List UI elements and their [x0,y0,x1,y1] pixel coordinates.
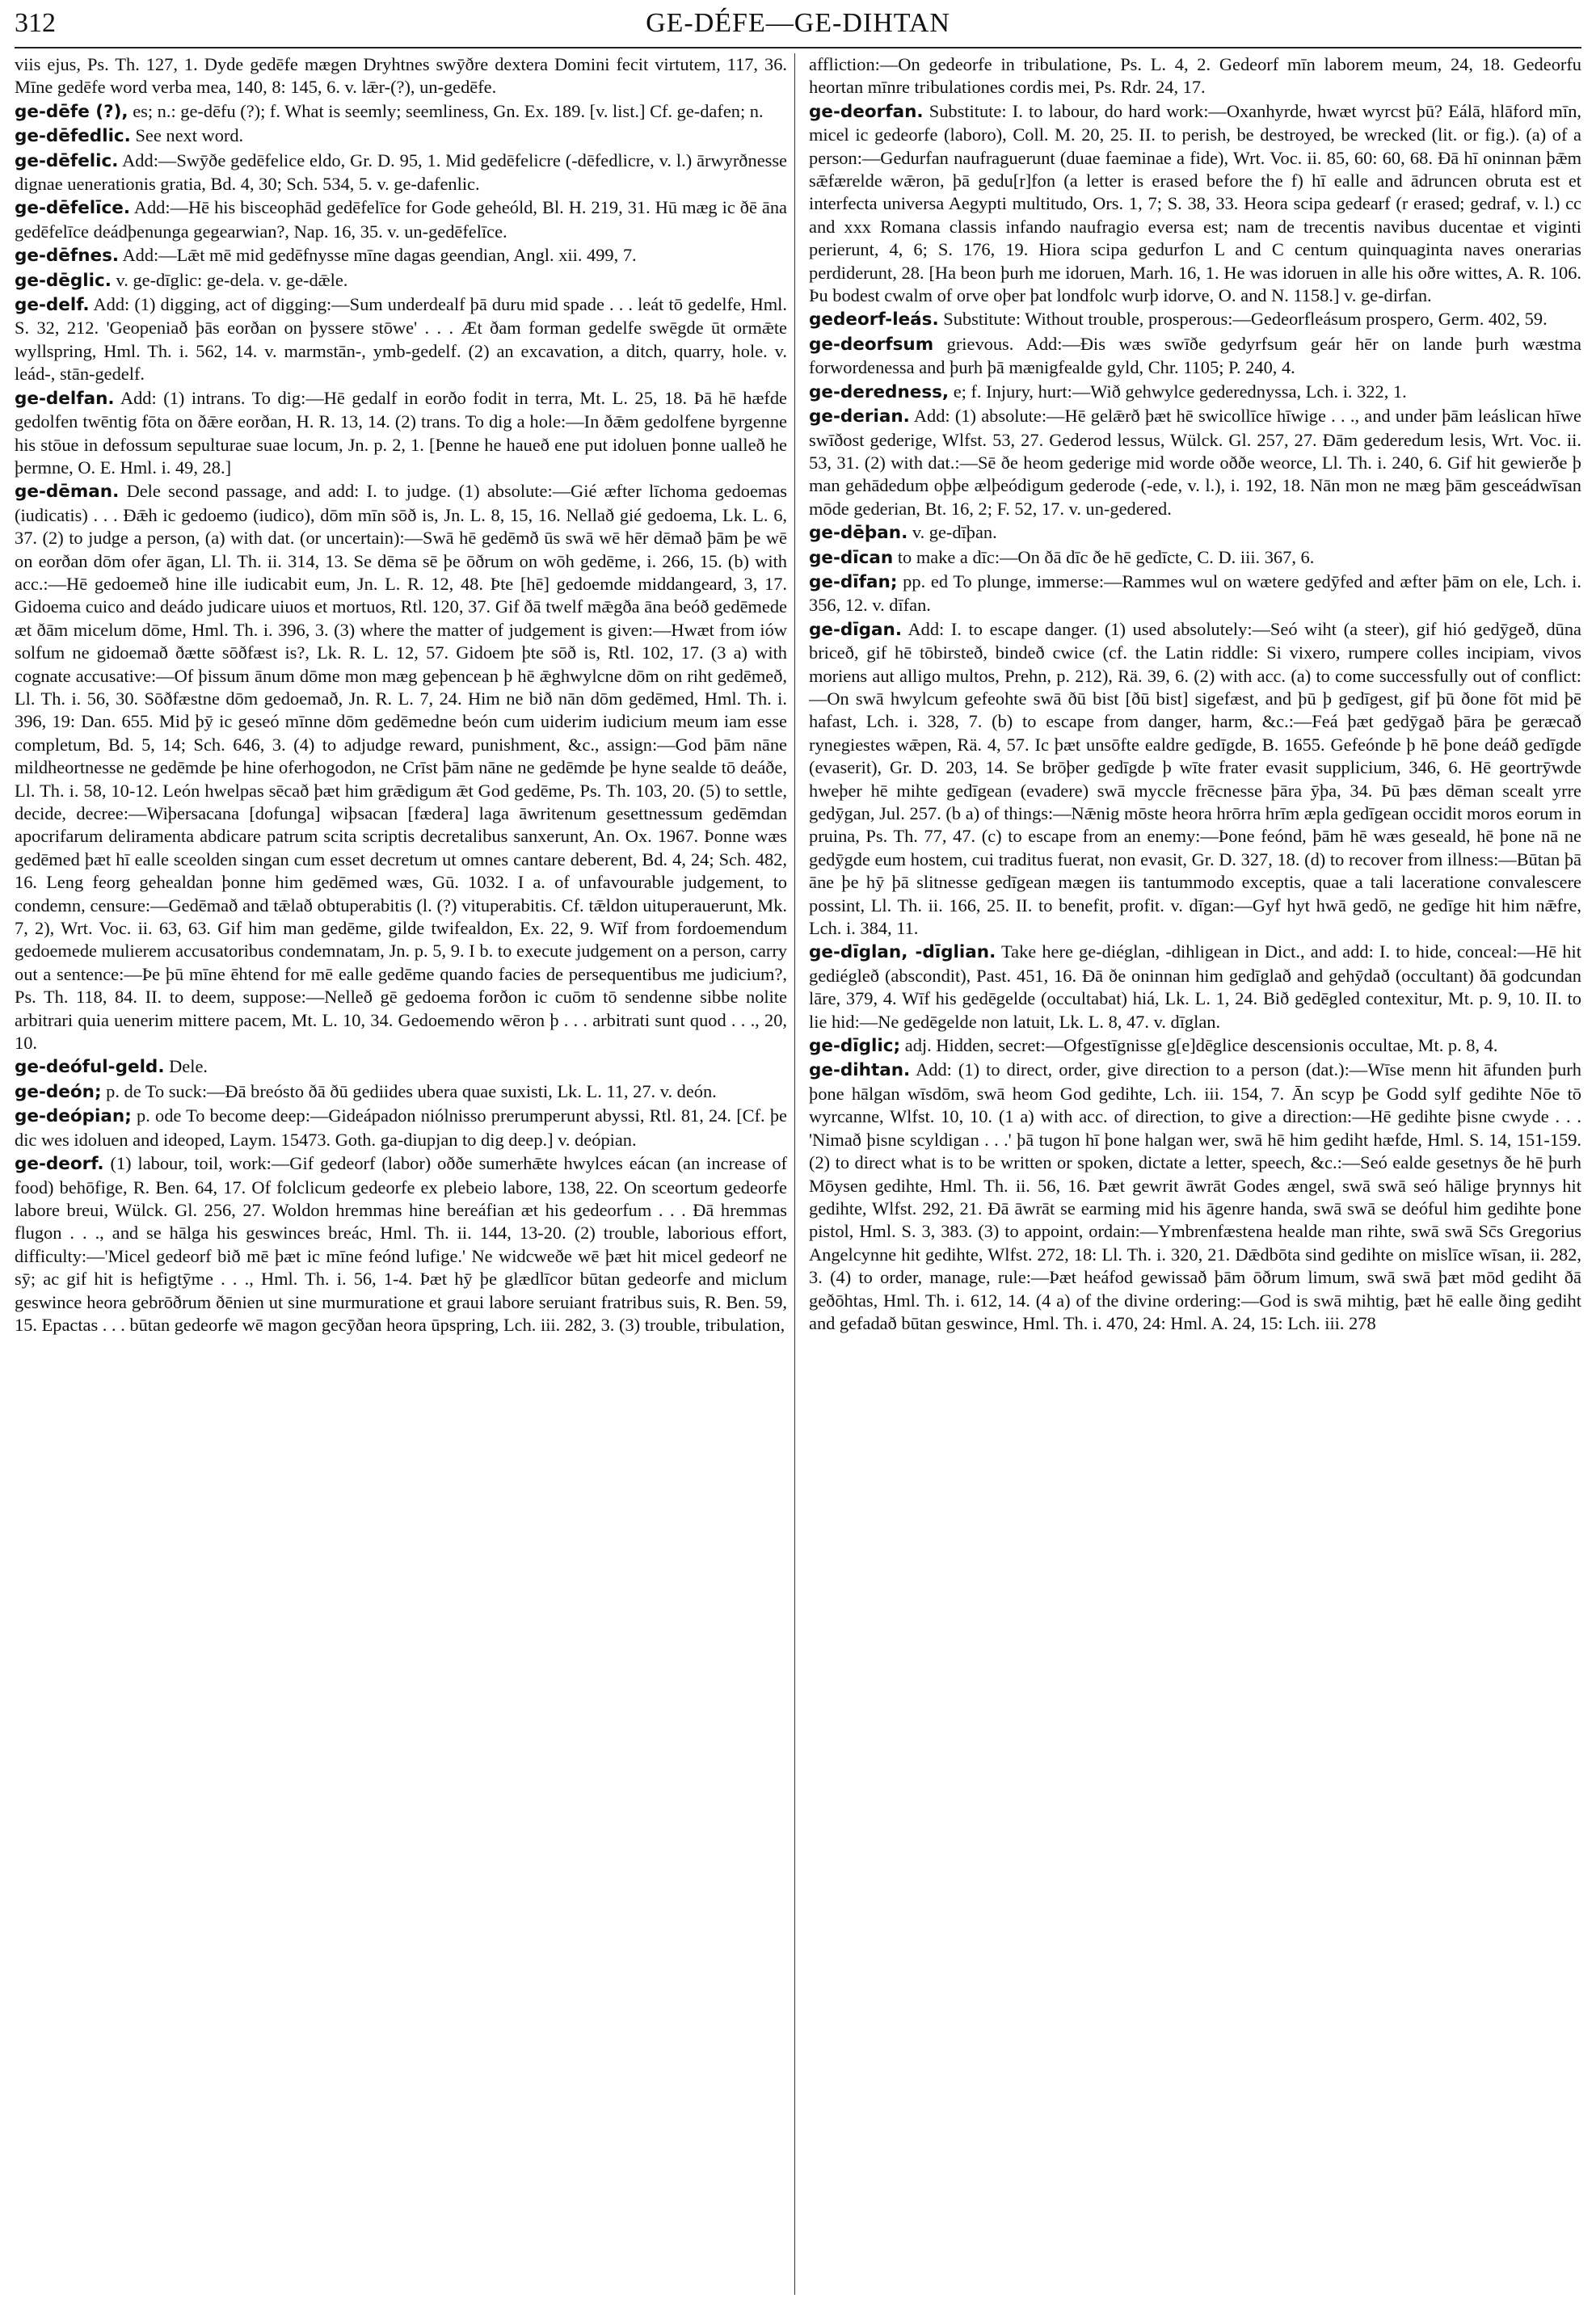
entry-headword: ge-deorfsum [809,334,934,355]
entry-headword: ge-dīglic; [809,1036,901,1057]
dictionary-entry [809,381,1581,404]
entry-headword: ge-deorfan. [809,101,924,122]
entry-headword: ge-deorf. [15,1154,104,1175]
entry-headword: ge-dēfelīce. [15,198,131,219]
dictionary-entry [15,100,787,124]
dictionary-entry [809,100,1581,308]
entry-text: to make a dīc:—On ðā dīc ðe hē gedīcte, C. D. iii. 367, 6. [897,546,1315,567]
entry-headword: ge-dīcan [809,547,894,568]
dictionary-entry [15,1152,787,1337]
entry-text: Add: I. to escape danger. (1) used absolutely:—Seó wiht (a steer), gif hió gedȳgeð, dūna briceð, gif hē tōbirsteð, bindeð cwice (cf. the Latin riddle: Si vixero, rumpere colles incipiam, vivos moriens aut alligo multos, Prehn, p. 212), Rä. 39, 6. (2) with acc. (a) to come successfully out of conflict:—On swā hwylcum gefeohte swā ðū bist [ðū bist] sigefæst, and þū þ gedīgest, gif þū ðone fōt mid þē hafast, Lch. i. 328, 7. (b) to escape from danger, harm, &c.:—Feá þæt gedȳgað þāra þe geræcað rynegiestes wǣpen, Rä. 4, 57. Ic þæt unsōfte ealdre gedīgde, B. 1655. Gefeónde þ hē þone deáð gedīgde (evaserit), Gr. D. 203, 14. Se brōþer gedīgde þ wīte frater evasit supplicium, 346, 6. Hē geortrȳwde hweþer hē mihte gedīgean (evadere) swā myccle frēcnesse þāra ȳþa, 34. Þū þæs dēman scealt yrre gedȳgan, Jul. 257. (b a) of things:—Nǣnig mōste heora hrōrra hrīm æpla gedīgean occidit moros eorum in pruina, Ps. Th. 77, 47. (c) to escape from an enemy:—Þone feónd, þām hē wæs geseald, hē þone nā ne gedȳgde eum hostem, cui traditus fuerat, non evasit, Gr. D. 327, 18. (d) to recover from illness:—Būtan þā āne þe hȳ þā slitnesse gedīgean mægen iis tantummodo exceptis, quae a tali laceratione convalescere possint, Ll. Th. ii. 166, 25. II. to benefit, profit. v. dīgan:—Gyf hyt hwā gedō, ne gedīge hit him nǣfre, Lch. i. 384, 11. [809,618,1581,939]
dictionary-entry [809,546,1581,570]
entry-headword: ge-dīfan; [809,571,898,592]
entry-headword: ge-deredness, [809,381,950,402]
entry-headword: ge-dīgan. [809,619,903,640]
dictionary-entry [809,405,1581,520]
entry-text: p. de To suck:—Ðā breósto ðā ðū gediides ubera quae suxisti, Lk. L. 11, 27. v. deón. [106,1080,717,1101]
dictionary-entry [15,196,787,243]
dictionary-entry [15,244,787,267]
entry-text: Add:—Hē his bisceophād gedēfelīce for Gode geheóld, Bl. H. 219, 31. Hū mæg ic ðē āna gedēfelīce deádþenunga gegearwian?, Nap. 16, 35. v. un-gedēfelīce. [15,197,787,242]
entry-headword: ge-dēglic. [15,270,112,291]
entry-text: grievous. Add:—Ðis wæs swīðe gedyrfsum geár hēr on lande þurh wæstma forwordenessa and þurh þā mænigfealde gyld, Chr. 1105; P. 240, 4. [809,333,1581,378]
entry-text: Substitute: I. to labour, do hard work:—Oxanhyrde, hwæt wyrcst þū? Eálā, hlāford mīn, micel ic gedeorfe (laboro), Coll. M. 20, 25. II. to perish, be destroyed, be wrecked (lit. or fig.). (a) of a person:—Gedurfan naufraguerunt (duae faeminae a fide), Wrt. Voc. ii. 85, 60: 60, 68. Ðā hī oninnan þǣm sǣfærelde wǣron, þā gedu[r]fon (a letter is erased before the f) hī ealle and ādruncen obruta est et interfecta universa Aegypti multitudo, Ors. 1, 7; S. 38, 33. Heora scipa gedearf (r erased; gedraf, v. l.) cc and xxx Romana classis infando naufragio eversa est; nam de trecentis navibus ducentae et viginti perierunt, 4, 6; S. 176, 19. Hiora scipa gedurfon L and C centum quinquaginta naves onerarias perdiderunt, 28. [Ha beon þurh me idoruen, Marh. 16, 1. He was idoruen in alle his oðre wittes, A. R. 106. Þu bodest cwalm of orve oþer þat londfolc wurþ idorve, O. and N. 1158.] v. ge-dirfan. [809,100,1581,306]
dictionary-entry [15,480,787,1054]
entry-text: Add:—Lǣt mē mid gedēfnysse mīne dagas geendian, Angl. xii. 499, 7. [122,245,637,266]
dictionary-entry [809,570,1581,617]
entry-text: pp. ed To plunge, immerse:—Rammes wul on wætere gedȳfed and æfter þām on ele, Lch. i. 356, 12. v. dīfan. [809,570,1581,616]
dictionary-entry [15,1105,787,1151]
entry-text: adj. Hidden, secret:—Ofgestīgnisse g[e]dēglice descensionis occultae, Mt. p. 8, 4. [904,1035,1498,1056]
dictionary-entry [809,333,1581,380]
entry-headword: ge-delf. [15,295,90,316]
entry-headword: ge-dihtan. [809,1060,911,1081]
entry-text: Substitute: Without trouble, prosperous:—Gedeorfleásum prospero, Germ. 402, 59. [943,309,1548,330]
entry-text: Add: (1) to direct, order, give direction to a person (dat.):—Wīse menn hit āfunden þurh þone hālgan wīsdōm, swā heom God gedihte, Lch. iii. 154, 7. Ān scyp þe Godd sylf gedihte Nōe tō wyrcanne, Wlfst. 10, 10. (1 a) with acc. of direction, to give a direction:—Hē gedihte þisne cwyde . . . 'Nimað þisne scyldigan . . .' þā tugon hī þone halgan wer, swā hē him gediht hæfde, Hml. S. 14, 151-159. (2) to direct what is to be written or spoken, dictate a letter, speech, &c.:—Seó ealde gesetnys ðe hē þurh Mōysen gedihte, Hml. Th. ii. 56, 16. Þæt gewrit āwrāt Godes ængel, swā swā seó hālige þrynnys hit gedihte, Wlfst. 292, 21. Ðā āwrāt se earming mid his āgenre handa, swā swā se deóful him gedihte þone pistol, Hml. S. 3, 383. (3) to appoint, ordain:—Ymbrenfæstena healde man rihte, swā swā Sc̄s Gregorius Angelcynne hit gedihte, Wlfst. 272, 18: Ll. Th. i. 320, 21. Dǣdbōta sind gedihte on mislīce wīsan, ii. 282, 3. (4) to order, manage, rule:—Þæt heáfod gewissað þām ōðrum limum, swā swā þæt mōd gediht ðā geðōhtas, Hml. Th. i. 612, 14. (4 a) of the divine ordering:—God is swā mihtig, þæt hē ealle ðing gediht and gefadað būtan geswince, Hml. Th. i. 470, 24: Hml. A. 24, 15: Lch. iii. 278 [809,1059,1581,1333]
dictionary-entry [15,269,787,293]
entry-headword: ge-dēman. [15,482,120,503]
dictionary-entry [15,1080,787,1104]
entry-text: Add: (1) intrans. To dig:—Hē gedalf in eorðo fodit in terra, Mt. L. 25, 18. Þā hē hæfde gedolfen twēntig fōta on ðǣre eorðan, H. R. 13, 14. (2) trans. To dig a hole:—In ðǣm gedolfene byrgenne his stōue in defossum sepulturae suae locum, Jn. p. 2, 1. [Þenne he haueð ene put idoluen þonne ualleð he þermne, O. E. Hml. i. 49, 28.] [15,387,787,478]
entry-text: e; f. Injury, hurt:—Wið gehwylce gederednyssa, Lch. i. 322, 1. [953,381,1407,402]
entry-headword: ge-dēfelic. [15,150,119,171]
dictionary-entry [809,1059,1581,1335]
entry-text: affliction:—On gedeorfe in tribulatione, Ps. L. 4, 2. Gedeorf mīn laborem meum, 24, 18. Gedeorfu heortan mīnre tribulationes cordis mei, Ps. Rdr. 24, 17. [809,54,1581,98]
entry-text: Dele second passage, and add: I. to judge. (1) absolute:—Gié æfter līchoma gedoemas (iudicatis) . . . Ðǣh ic gedoemo (iudico), dōm mīn sōð is, Jn. L. 8, 15, 16. Nellað gié gedoema, Lk. L. 6, 37. (2) to judge a person, (a) with dat. (or uncertain):—Swā hē gedēmð ūs swā wē hēr dēmað þām þe wē on eorðan dōm ofer āgan, Ll. Th. ii. 314, 13. Se dēma sē þe ōðrum on wōh gedēme, i. 266, 15. (b) with acc.:—Hē gedoemeð hine ille iudicabit eum, Jn. L. R. 12, 48. Þte [hē] gedoemde middangeard, 3, 17. Gidoema cuico and deádo judicare uiuos et mortuos, Rtl. 120, 37. Gif ðā twelf mǣgða āna beóð gedēmede æt ðām micelum dōme, Hml. Th. i. 396, 3. (3) where the matter of judgement is given:—Hwæt from iów solfum ne gidoemað ðætte sōðfæst is?, Lk. R. L. 12, 57. Gidoem þte sōð is, Rtl. 102, 17. (3 a) with cognate accusative:—Of þissum ānum dōme mon mæg geþencean þ hē ǣghwylcne dōm on riht gedēmeð, Ll. Th. i. 56, 30. Sōðfæstne dōm gedoemað, Jn. R. L. 7, 24. Him ne bið nān dōm gedēmed, Hml. Th. i. 396, 19: Dan. 655. Mid þȳ ic geseó mīnne dōm gedēmedne beón cum uiderim iudicium meum iam esse completum, Bd. 5, 14; Sch. 646, 3. (4) to adjudge reward, punishment, &c., assign:—God þām nāne mildheortnesse ne gedēmde þe hine oferhogodon, ne Crīst þām nāne ne gedēmde þe hyne sealde tō deáðe, Ll. Th. i. 58, 10-12. León hwelpas sēcað þæt him grǣdigum ǣt God gedēme, Ps. Th. 103, 20. (5) to settle, decide, decree:—Wiþersacana [dofunga] wiþsacan [fædera] laga āwritenum gesettnessum gedēmdan apocrifarum deliramenta abdicare patrum scita scriptis decretalibus sanxerunt, An. Ox. 1967. Þonne wæs gedēmed þæt hī ealle sceolden singan cum esset decretum ut omnes cantare deberent, Bd. 4, 24; Sch. 482, 16. Leng feorg gehealdan þonne him gedēmed wæs, Gū. 1032. I a. of unfavourable judgement, to condemn, censure:—Gedēmað and tǣlað obtuperabitis (l. (?) vituperabitis. Cf. tǣldon uituperauerunt, Mk. 7, 2), Wrt. Voc. ii. 63, 63. Gif him man gedēme, gilde twifealdon, Ex. 22, 9. Wīf from fordoemendum gedoemede mulierem accusatoribus condemnatam, Jn. p. 5, 9. I b. to execute judgement on a person, carry out a sentence:—Þe þū mīne ēhtend for mē ealle gedēme quando facies de persequentibus me judicium?, Ps. Th. 118, 84. II. to deem, suppose:—Nelleð gē gedoema forðon ic cuōm tō sendenne sibbe nolite arbitrari quia uenerim mittere pacem, Mt. L. 10, 34. Gedoemendo wēron þ . . . arbitrati sunt quod . . ., 20, 10. [15,481,787,1054]
entry-text: p. ode To become deep:—Gideápadon niólnisso prerumperunt abyssi, Rtl. 81, 24. [Cf. þe dic wes idoluen and ideoped, Laym. 15473. Goth. ga-diupjan to dig deep.] v. deópian. [15,1105,787,1150]
entry-text: (1) labour, toil, work:—Gif gedeorf (labor) oððe sumerhǣte hwylces eácan (an increase of food) behōfige, R. Ben. 64, 17. Of folclicum gedeorfe ex plebeio labore, 138, 22. On sceortum gedeorfe labore breui, Wülck. Gl. 256, 27. Woldon hremmas hine bereáfian æt his gedeorfum . . . Ðā hremmas flugon . . ., and se hālga his geswinces breác, Hml. Th. ii. 144, 13-20. (2) trouble, laborious effort, difficulty:—'Micel gedeorf bið mē þæt ic mīne feónd lufige.' Ne widcweðe wē þæt hit micel gedeorf ne sȳ; ac gif hit is hefigtȳme . . ., Hml. Th. i. 56, 1-4. Þæt hȳ þe glædlīcor būtan gedeorfe and miclum geswince heora gebrōðrum ðēnien ut sine murmuratione et graui labore seruiant fratribus suis, R. Ben. 59, 15. Epactas . . . būtan gedeorfe wē magon gecȳðan heora ūpspring, Lch. iii. 282, 3. (3) trouble, tribulation, [15,1153,787,1335]
entry-text: Dele. [169,1056,208,1077]
entry-headword: ge-dīglan, -dīglian. [809,942,996,963]
dictionary-entry [809,1034,1581,1058]
entry-headword: ge-dēfe (?), [15,101,128,122]
entry-headword: ge-dēþan. [809,523,908,544]
entry-text: es; n.: ge-dēfu (?); f. What is seemly; seemliness, Gn. Ex. 189. [v. list.] Cf. ge-dafen; n. [133,100,764,121]
entry-text: Add:—Swȳðe gedēfelice eldo, Gr. D. 95, 1. Mid gedēfelicre (-dēfedlicre, v. l.) ārwyrðnesse dignae uenerationis gratia, Bd. 4, 30; Sch. 534, 5. v. ge-dafenlic. [15,149,787,195]
entry-headword: gedeorf-leás. [809,309,939,330]
dictionary-entry [809,53,1581,99]
column-rule [794,53,795,2295]
dictionary-entry [15,293,787,386]
dictionary-entry [15,1055,787,1079]
entry-text: v. ge-dīþan. [912,522,997,543]
dictionary-entry [15,124,787,148]
entry-text: See next word. [135,125,244,146]
left-column [15,53,787,2295]
entry-text: Take here ge-diéglan, -dihligean in Dict., and add: I. to hide, conceal:—Hē hit gediégleð (abscondit), Past. 451, 16. Ðā ðe oninnan him gedīglað and gehȳdað (occultant) ðā godcundan lāre, 379, 4. Wīf his gedēgelde (occultabat) hiá, Lk. L. 1, 24. Bið gedēgled contexitur, Mt. p. 9, 10. II. to lie hid:—Ne gedēgelde non latuit, Lk. L. 8, 47. v. dīglan. [809,941,1581,1032]
page-header [15,6,1581,48]
dictionary-entry [809,308,1581,331]
entry-headword: ge-derian. [809,406,910,427]
right-column [809,53,1581,2295]
entry-headword: ge-deóful-geld. [15,1057,165,1078]
entry-text: viis ejus, Ps. Th. 127, 1. Dyde gedēfe mægen Dryhtnes swȳðre dextera Domini fecit virtutem, 117, 36. Mīne gedēfe word verba mea, 140, 8: 145, 6. v. lǣr-(?), un-gedēfe. [15,54,787,98]
dictionary-entry [809,521,1581,545]
entry-text: v. ge-dīglic: ge-dela. v. ge-dǣle. [116,269,348,290]
entry-text: Add: (1) digging, act of digging:—Sum underdealf þā duru mid spade . . . leát tō gedelfe, Hml. S. 32, 212. 'Geopeniað þās eorðan on þyssere stōwe' . . . Æt ðam forman gedelfe swēgde ūt ormǣte wyllspring, Hml. Th. i. 562, 14. v. marmstān-, ymb-gedelf. (2) an excavation, a ditch, quarry, hole. v. leád-, stān-gedelf. [15,294,787,385]
entry-headword: ge-dēfedlic. [15,126,131,147]
dictionary-entry [15,387,787,480]
entry-headword: ge-deón; [15,1081,102,1102]
entry-headword: ge-deópian; [15,1106,132,1127]
page-number: 312 [15,8,56,38]
entry-headword: ge-delfan. [15,388,115,409]
dictionary-entry [809,618,1581,941]
dictionary-entry [809,941,1581,1033]
entry-text: Add: (1) absolute:—Hē gelǣrð þæt hē swicollīce hīwige . . ., and under þām leáslican hīwe swīðost gederige, Wlfst. 53, 27. Gederod lessus, Wülck. Gl. 257, 27. Ðām gederedum lesis, Wrt. Voc. ii. 53, 31. (2) with dat.:—Sē ðe heom gederige mid worde oððe weorce, Ll. Th. i. 240, 6. Gif hit gewierðe þ man gehādedum oþþe ælþeódigum gederode (-ede, v. l.), i. 192, 18. Nān mon ne mæg þām gesceádwīsan mōde gederian, Bt. 16, 2; F. 52, 17. v. un-gedered. [809,406,1581,519]
text-columns [15,53,1581,2295]
dictionary-entry [15,149,787,196]
entry-headword: ge-dēfnes. [15,246,120,267]
running-title: GE-DÉFE—GE-DIHTAN [646,8,950,38]
dictionary-entry [15,53,787,99]
